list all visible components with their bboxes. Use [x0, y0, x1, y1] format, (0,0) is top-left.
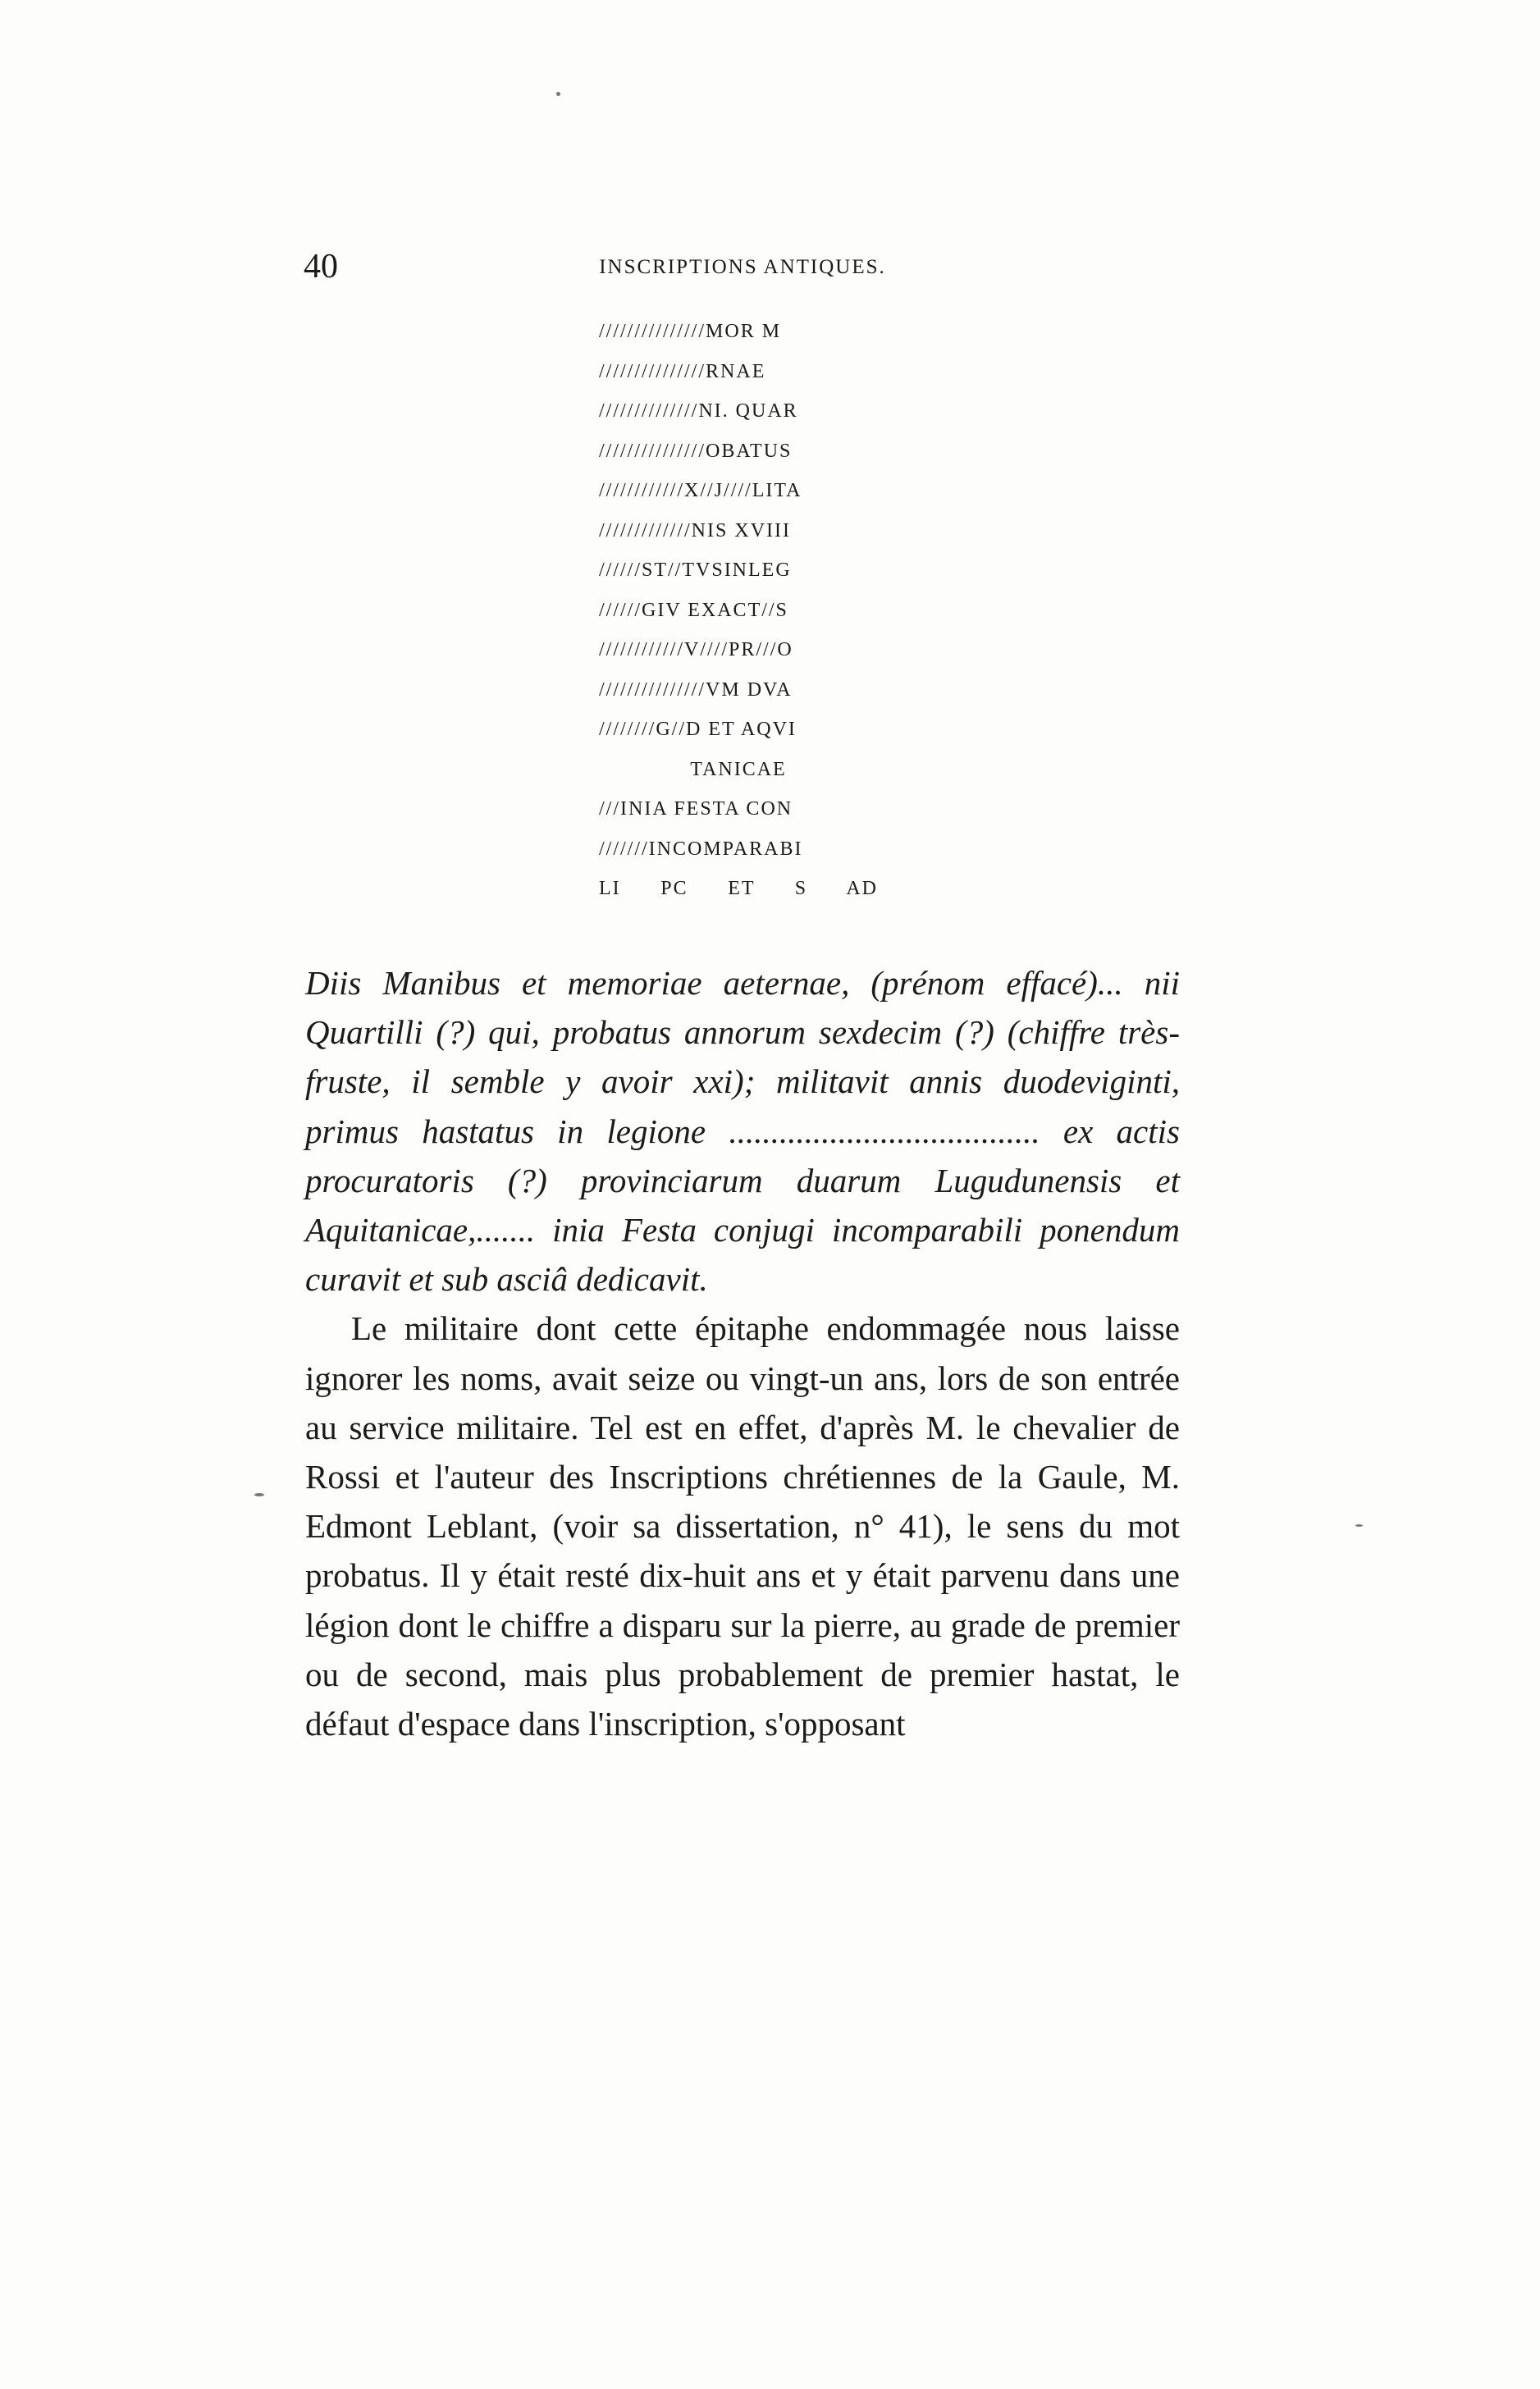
inscription-line: ////////////V////PR///O — [599, 639, 793, 660]
inscription-line: //////////////NI. QUAR — [599, 400, 798, 422]
commentary-paragraph: Le militaire dont cette épitaphe endommagée nous laisse ignorer les noms, avait seize ou vingt-un ans, lors de son entrée au service militaire. Tel est en effet, d'après M. le chevalier de Rossi et l'auteur des Inscriptions chrétiennes de la Gaule, M. Edmont Leblant, (voir sa dissertation, n° 41), le sens du mot probatus. Il y était resté dix-huit ans et y était parvenu dans une légion dont le chiffre a disparu sur la pierre, au grade de premier ou de second, mais plus probablement de premier hastat, le défaut d'espace dans l'inscription, s'opposant — [305, 1309, 1180, 1743]
page-number: 40 — [304, 248, 338, 285]
inscription-line: ///INIA FESTA CON — [599, 798, 793, 820]
inscription-line: ///////////////RNAE — [599, 360, 766, 382]
print-speck — [254, 1493, 264, 1496]
latin-translation-paragraph: Diis Manibus et memoriae aeternae, (prénom effacé)... nii Quartilli (?) qui, probatus annorum sexdecim (?) (chiffre très-fruste, il semble y avoir xxi); militavit annis duodeviginti, primus hastatus in legione ..................................... ex actis procuratoris (?) provinciarum duarum Lugudunensis et Aquitanicae,....... inia Festa conjugi incomparabili ponendum curavit et sub asciâ dedicavit. — [305, 964, 1180, 1299]
inscription-line: ///////INCOMPARABI — [599, 838, 803, 860]
inscription-line: ////////G//D ET AQVI — [599, 719, 797, 740]
page-header — [304, 246, 1181, 287]
print-speck — [1355, 1524, 1363, 1527]
inscription-line: ///////////////VM DVA — [599, 678, 793, 701]
inscription-line: /////////////NIS XVIII — [599, 519, 791, 541]
inscription-line: TANICAE — [690, 758, 787, 780]
inscription-line: ////////////X//J////LITA — [599, 480, 802, 501]
inscription-line: //////GIV EXACT//S — [599, 599, 788, 621]
inscription-line: ///////////////MOR M — [599, 321, 782, 342]
inscription-line: //////ST//TVSINLEG — [599, 560, 792, 581]
inscription-line: ///////////////OBATUS — [599, 440, 793, 462]
running-title: INSCRIPTIONS ANTIQUES. — [599, 256, 886, 278]
inscription-line: LI PC ET S AD — [599, 878, 878, 899]
print-speck — [556, 92, 560, 96]
body-text — [305, 958, 1180, 1748]
inscription-transcription — [599, 312, 878, 909]
